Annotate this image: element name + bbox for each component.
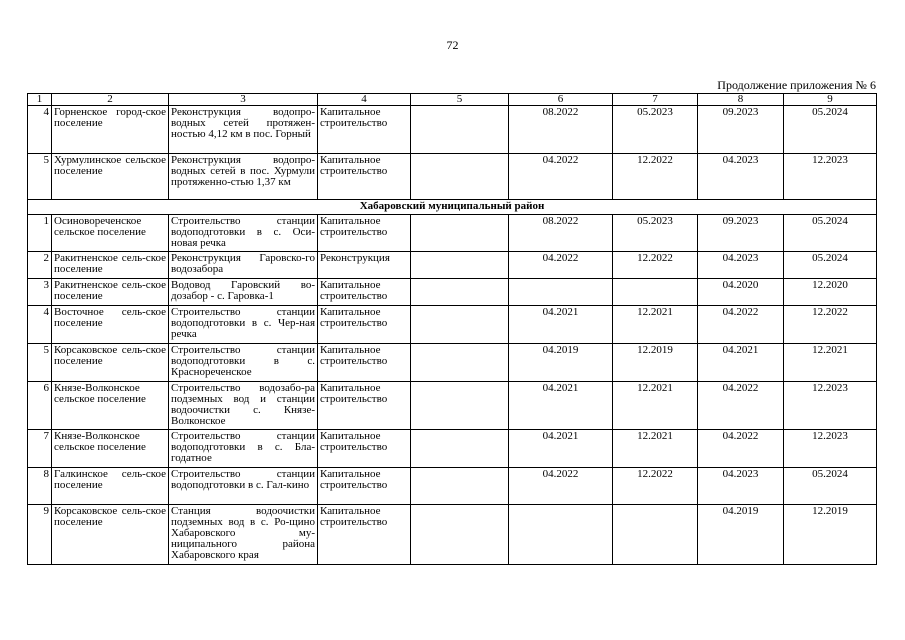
settlement-cell: Князе-Волконское сельское поселение (52, 430, 169, 468)
date-cell: 12.2020 (784, 279, 877, 306)
row-number: 8 (28, 468, 52, 505)
object-cell: Строительство станции водоподготовки в с. Краснореченское (169, 344, 318, 382)
column-number: 6 (509, 94, 613, 106)
column-5-cell (411, 505, 509, 565)
column-5-cell (411, 430, 509, 468)
column-number: 7 (613, 94, 698, 106)
date-cell: 12.2023 (784, 154, 877, 200)
work-type-cell: Капитальное строительство (318, 382, 411, 430)
work-type-cell: Капитальное строительство (318, 344, 411, 382)
settlement-cell: Корсаковское сель-ское поселение (52, 344, 169, 382)
date-cell: 12.2021 (613, 430, 698, 468)
date-cell (509, 505, 613, 565)
column-number-row (28, 94, 877, 106)
row-number: 5 (28, 344, 52, 382)
projects-table (27, 93, 877, 565)
date-cell: 05.2024 (784, 106, 877, 154)
date-cell: 04.2022 (698, 382, 784, 430)
settlement-cell: Галкинское сель-ское поселение (52, 468, 169, 505)
date-cell: 04.2019 (698, 505, 784, 565)
date-cell: 12.2022 (613, 154, 698, 200)
date-cell: 12.2021 (613, 306, 698, 344)
column-number: 1 (28, 94, 52, 106)
row-number: 1 (28, 215, 52, 252)
column-number: 2 (52, 94, 169, 106)
date-cell: 04.2022 (698, 430, 784, 468)
date-cell: 04.2021 (509, 382, 613, 430)
table-row (28, 279, 877, 306)
row-number: 5 (28, 154, 52, 200)
table-row (28, 468, 877, 505)
date-cell: 04.2019 (509, 344, 613, 382)
object-cell: Строительство станции водоподготовки в с. Гал-кино (169, 468, 318, 505)
date-cell: 04.2022 (509, 468, 613, 505)
object-cell: Станция водоочистки подземных вод в с. Ро-щино Хабаровского му-ниципального района Хабаровского края (169, 505, 318, 565)
column-5-cell (411, 306, 509, 344)
object-cell: Строительство водозабо-ра подземных вод и станции водоочистки с. Князе-Волконское (169, 382, 318, 430)
date-cell: 05.2024 (784, 468, 877, 505)
section-title: Хабаровский муниципальный район (28, 200, 877, 215)
date-cell (613, 279, 698, 306)
row-number: 4 (28, 306, 52, 344)
date-cell: 12.2023 (784, 382, 877, 430)
table-row (28, 106, 877, 154)
work-type-cell: Капитальное строительство (318, 306, 411, 344)
table-header (28, 94, 877, 106)
date-cell: 04.2022 (509, 252, 613, 279)
date-cell: 04.2023 (698, 252, 784, 279)
work-type-cell: Капитальное строительство (318, 106, 411, 154)
date-cell: 12.2022 (613, 252, 698, 279)
date-cell: 05.2024 (784, 252, 877, 279)
settlement-cell: Восточное сель-ское поселение (52, 306, 169, 344)
work-type-cell: Капитальное строительство (318, 215, 411, 252)
row-number: 9 (28, 505, 52, 565)
object-cell: Строительство станции водоподготовки в с. Бла-годатное (169, 430, 318, 468)
column-number: 3 (169, 94, 318, 106)
table-row (28, 344, 877, 382)
work-type-cell: Капитальное строительство (318, 505, 411, 565)
object-cell: Строительство станции водоподготовки в с. Чер-ная речка (169, 306, 318, 344)
row-number: 7 (28, 430, 52, 468)
date-cell: 09.2023 (698, 106, 784, 154)
table-row (28, 154, 877, 200)
date-cell: 12.2019 (613, 344, 698, 382)
date-cell: 04.2022 (509, 154, 613, 200)
table-row (28, 430, 877, 468)
section-row (28, 200, 877, 215)
column-5-cell (411, 215, 509, 252)
date-cell: 09.2023 (698, 215, 784, 252)
row-number: 6 (28, 382, 52, 430)
page-number: 72 (446, 38, 459, 52)
date-cell: 08.2022 (509, 215, 613, 252)
row-number: 4 (28, 106, 52, 154)
object-cell: Реконструкция Гаровско-го водозабора (169, 252, 318, 279)
table-row (28, 215, 877, 252)
column-5-cell (411, 344, 509, 382)
table-row (28, 382, 877, 430)
appendix-continuation-note: Продолжение приложения № 6 (717, 78, 876, 92)
column-5-cell (411, 382, 509, 430)
date-cell: 05.2024 (784, 215, 877, 252)
date-cell: 04.2021 (698, 344, 784, 382)
date-cell: 12.2019 (784, 505, 877, 565)
date-cell: 12.2021 (784, 344, 877, 382)
date-cell: 05.2023 (613, 215, 698, 252)
date-cell: 04.2023 (698, 154, 784, 200)
date-cell (613, 505, 698, 565)
column-5-cell (411, 468, 509, 505)
object-cell: Реконструкция водопро-водных сетей в пос. Хурмули протяженно-стью 1,37 км (169, 154, 318, 200)
settlement-cell: Ракитненское сель-ское поселение (52, 279, 169, 306)
column-number: 9 (784, 94, 877, 106)
settlement-cell: Ракитненское сель-ское поселение (52, 252, 169, 279)
date-cell: 04.2020 (698, 279, 784, 306)
date-cell: 12.2022 (784, 306, 877, 344)
settlement-cell: Князе-Волконское сельское поселение (52, 382, 169, 430)
column-number: 4 (318, 94, 411, 106)
column-5-cell (411, 252, 509, 279)
date-cell (509, 279, 613, 306)
column-number: 8 (698, 94, 784, 106)
settlement-cell: Хурмулинское сельское поселение (52, 154, 169, 200)
work-type-cell: Реконструкция (318, 252, 411, 279)
date-cell: 12.2022 (613, 468, 698, 505)
row-number: 3 (28, 279, 52, 306)
row-number: 2 (28, 252, 52, 279)
column-5-cell (411, 154, 509, 200)
table-row (28, 505, 877, 565)
settlement-cell: Корсаковское сель-ское поселение (52, 505, 169, 565)
date-cell: 05.2023 (613, 106, 698, 154)
settlement-cell: Осиновореченское сельское поселение (52, 215, 169, 252)
date-cell: 04.2021 (509, 430, 613, 468)
date-cell: 12.2023 (784, 430, 877, 468)
column-number: 5 (411, 94, 509, 106)
object-cell: Строительство станции водоподготовки в с. Оси-новая речка (169, 215, 318, 252)
date-cell: 04.2023 (698, 468, 784, 505)
work-type-cell: Капитальное строительство (318, 279, 411, 306)
date-cell: 08.2022 (509, 106, 613, 154)
work-type-cell: Капитальное строительство (318, 430, 411, 468)
table-row (28, 306, 877, 344)
object-cell: Реконструкция водопро-водных сетей протяжен-ностью 4,12 км в пос. Горный (169, 106, 318, 154)
date-cell: 12.2021 (613, 382, 698, 430)
column-5-cell (411, 279, 509, 306)
column-5-cell (411, 106, 509, 154)
work-type-cell: Капитальное строительство (318, 154, 411, 200)
date-cell: 04.2021 (509, 306, 613, 344)
settlement-cell: Горненское город-ское поселение (52, 106, 169, 154)
work-type-cell: Капитальное строительство (318, 468, 411, 505)
date-cell: 04.2022 (698, 306, 784, 344)
object-cell: Водовод Гаровский во-дозабор - с. Гаровка-1 (169, 279, 318, 306)
table-row (28, 252, 877, 279)
